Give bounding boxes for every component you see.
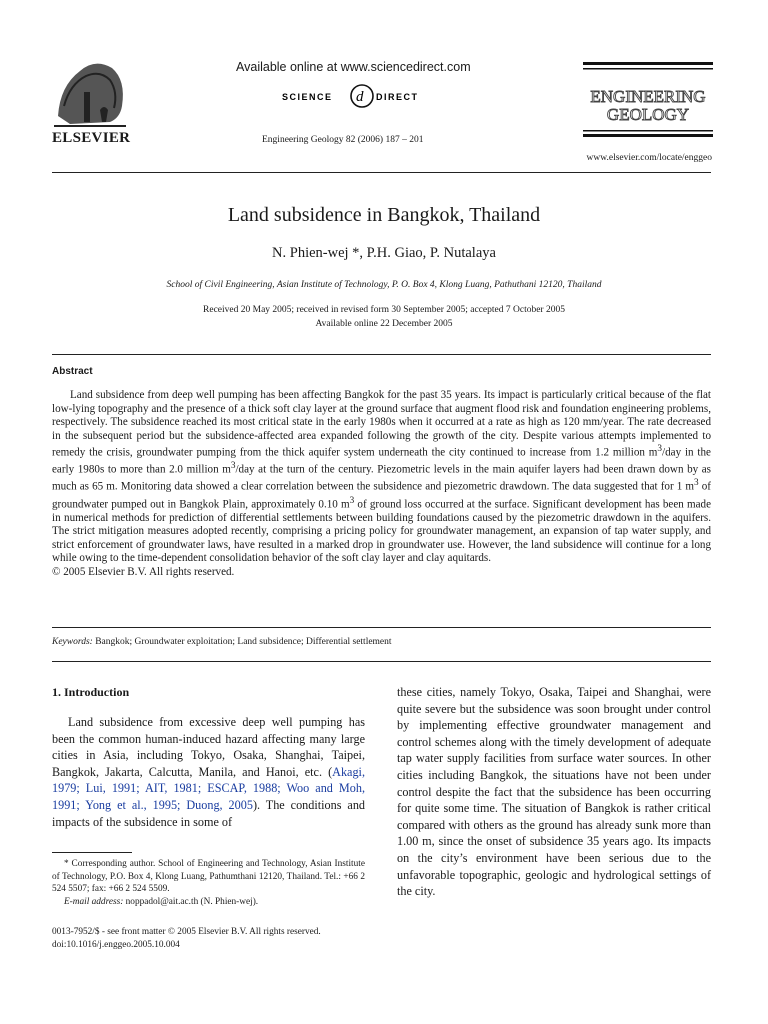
journal-url[interactable]: www.elsevier.com/locate/enggeo — [586, 153, 712, 163]
issn-line: 0013-7952/$ - see front matter © 2005 Elsevier B.V. All rights reserved. — [52, 927, 321, 937]
keywords — [52, 637, 392, 647]
abstract-heading: Abstract — [52, 366, 93, 377]
abstract-copyright: © 2005 Elsevier B.V. All rights reserved. — [52, 565, 235, 578]
intro-paragraph: Land subsidence from excessive deep well pumping has been the common human-induced hazard affecting many large cities in Asia, including Tokyo, Osaka, Shanghai, Taipei, Bangkok, Jakarta, Calcutta, Manila, and Hanoi, etc. (Akagi, 1979; Lui, 1991; AIT, 1981; ESCAP, 1988; Woo and Moh, 1991; Yong et al., 1995; Duong, 2005). The conditions and impacts of the subsidence in some of — [52, 715, 366, 829]
email-line — [52, 896, 365, 909]
available-online-text: Available online at www.sciencedirect.com — [236, 60, 471, 74]
abstract-body — [52, 389, 711, 579]
svg-text:SCIENCE: SCIENCE — [282, 92, 333, 102]
author-affiliation: School of Civil Engineering, Asian Institute of Technology, P. O. Box 4, Klong Luang, Pathuthani 12120, Thailand — [166, 280, 602, 290]
keywords-list: Bangkok; Groundwater exploitation; Land subsidence; Differential settlement — [95, 637, 392, 647]
svg-text:d: d — [356, 89, 364, 105]
journal-citation: Engineering Geology 82 (2006) 187 – 201 — [262, 135, 424, 145]
article-title: Land subsidence in Bangkok, Thailand — [227, 204, 541, 226]
abstract-paragraph: Land subsidence from deep well pumping has been affecting Bangkok for the past 35 years. Its impact is particularly critical because of the flat low-lying topography and the presence of a thick soft clay layer at the ground surface that augment flood risk and foundation engineering problems, respectively. The subsidence reached its most critical state in the early 1980s when it occurred at a rate as high as 120 mm/year. The rate decreased in the subsequent period but the subsidence-affected area expanded following the growth of the city. Despite various attempts implemented to remedy the crisis, groundwater pumping from the thick aquifer system underneath the city continued to increase from 1.2 million $m^3$/day in the early 1980s to more than 2.0 million $m^3$/day at the turn of the century. Piezometric levels in the main aquifer layers had been drawn down by as much as 65 m. Monitoring data showed a clear correlation between the subsidence and piezometric drawdown. The data suggested that for 1 $m^3$ of groundwater pumped out in Bangkok Plain, approximately 0.10 $m^3$ of ground loss occurred at the surface. Significant development has been made in numerical methods for prediction of differential settlements between building foundations caused by the piezometric drawdown in the aquifers. The strict mitigation measures adopted recently, comprising a pricing policy for groundwater management, an expansion of tap water supply, and strict enforcement of groundwater laws, have resulted in a marked drop in groundwater use. However, the land subsidence will continue for a long while owing to the time-dependent consolidation behavior of the soft clay layer and clay aquitards. — [52, 389, 711, 565]
footnote-rule — [52, 852, 132, 853]
article-authors: N. Phien-wej *, P.H. Giao, P. Nutalaya — [272, 245, 496, 261]
keywords-label: Keywords: — [52, 637, 93, 647]
keywords-top-rule — [52, 627, 711, 628]
email-address[interactable]: noppadol@ait.ac.th (N. Phien-wej). — [125, 896, 259, 907]
sciencedirect-logo — [282, 82, 442, 112]
publisher-name: ELSEVIER — [52, 130, 131, 146]
engineering-geology-logo — [583, 62, 713, 137]
issn-doi-block — [52, 926, 321, 951]
citation-links[interactable]: Akagi, 1979; Lui, 1991; AIT, 1981; ESCAP, 1988; Woo and Moh, 1991; Yong et al., 1995; Duong, 2005 — [52, 764, 365, 812]
corresponding-author-footnote — [52, 858, 365, 908]
available-date: Available online 22 December 2005 — [315, 319, 453, 329]
abstract-top-rule — [52, 354, 711, 355]
corresponding-author: * Corresponding author. School of Engineering and Technology, Asian Institute of Technology, P.O. Box 4, Klong Luang, Pathumthani 12120, Thailand. Tel.: +66 2 524 5507; fax: +66 2 524 5509. — [52, 859, 365, 894]
body-column-right — [397, 684, 711, 900]
header-rule — [52, 172, 711, 173]
svg-text:ENGINEERING: ENGINEERING — [590, 87, 706, 106]
doi-line[interactable]: doi:10.1016/j.enggeo.2005.10.004 — [52, 939, 180, 950]
svg-text:DIRECT: DIRECT — [376, 92, 419, 102]
received-dates: Received 20 May 2005; received in revised form 30 September 2005; accepted 7 October 2005 — [203, 305, 565, 315]
body-column-left — [52, 684, 365, 830]
intro-paragraph-continued: these cities, namely Tokyo, Osaka, Taipei and Shanghai, were quite severe but the subsidence was soon brought under control by implementing effective groundwater management and control schemes along with the timely development of adequate tap water supply facilities from surface water sources. In other cities including Bangkok, the situations have not been under control despite the fact that the subsidence has been occurring for quite some time. The situation of Bangkok is rather critical compared with others as the ground has already sunk more than 1.00 m, since the onset of subsidence 35 years ago. Its impacts on the city’s environment have been serious due to the unfavorable topographic, geologic and hydrological settings of the city. — [397, 685, 711, 899]
svg-text:GEOLOGY: GEOLOGY — [606, 105, 690, 124]
email-label: E-mail address: — [64, 896, 124, 907]
section-heading-introduction: 1. Introduction — [52, 685, 130, 699]
keywords-bottom-rule — [52, 661, 711, 662]
article-dates — [0, 303, 768, 331]
